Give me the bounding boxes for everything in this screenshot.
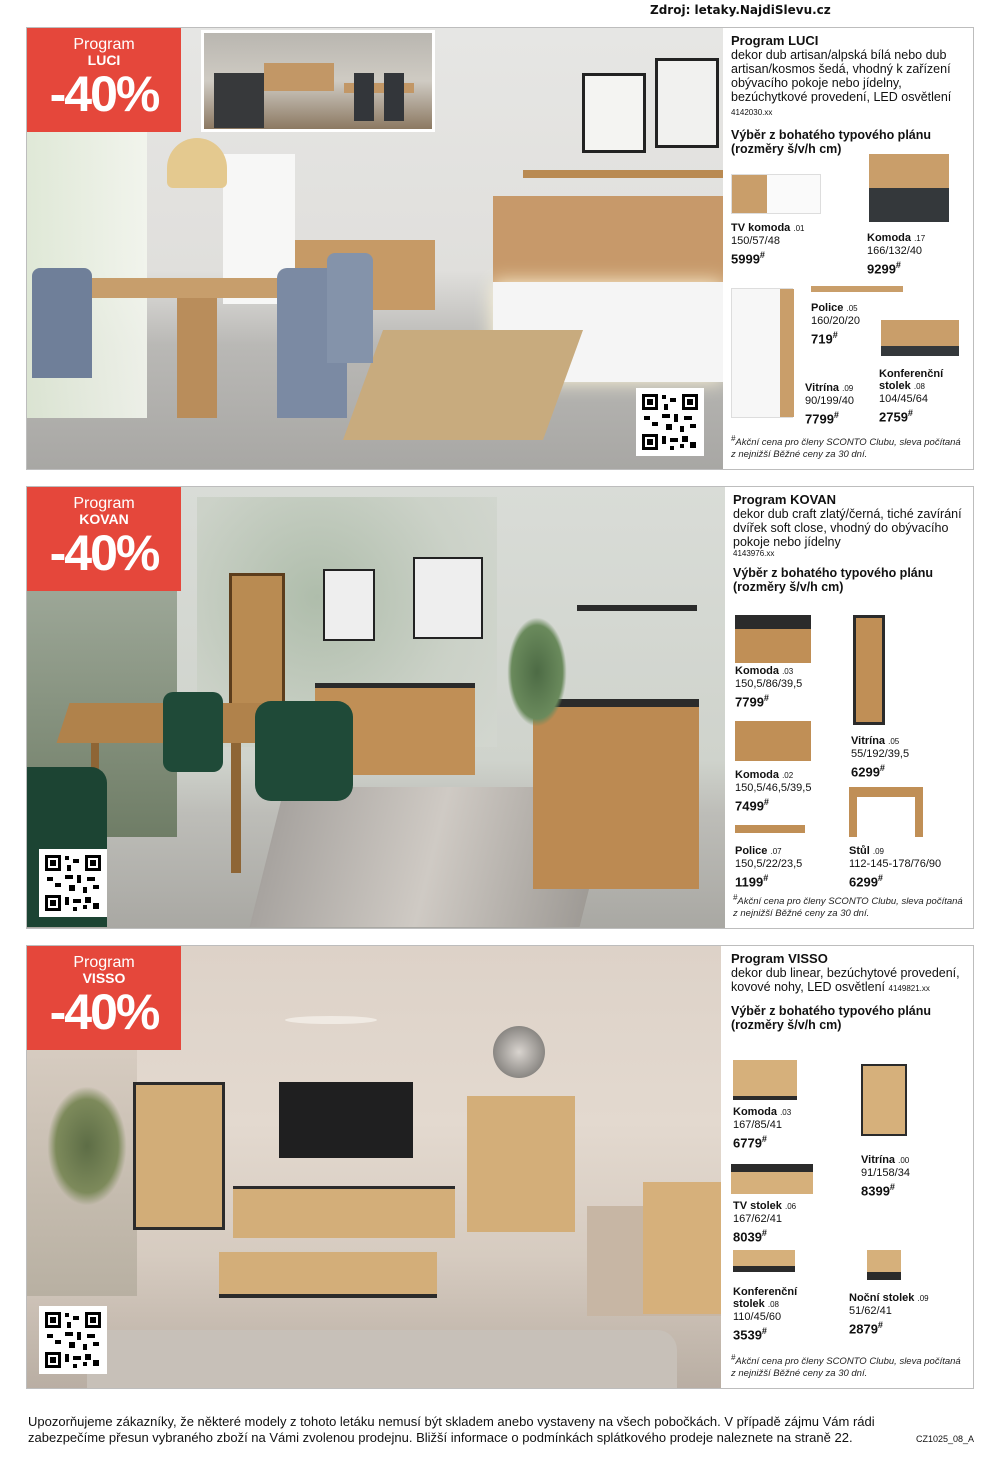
qr-code[interactable] [39,849,107,917]
item-konferencni-stolek[interactable]: Konferenční stolek .08 104/45/64 2759# [879,368,944,425]
nocni-stolek-image [867,1250,901,1280]
program-code: 4142030.xx [731,108,773,117]
program-title: Program LUCI [731,33,819,48]
item-komoda-02[interactable]: Komoda .02 150,5/46,5/39,5 7499# [735,769,812,814]
qr-code[interactable] [39,1306,107,1374]
police-image [811,286,903,292]
program-description: dekor dub craft zlatý/černá, tiché zavírání dvířek soft close, vhodný do obývacího pokoje nebo jídelny [733,507,962,549]
program-code: 4143976.xx [733,549,775,558]
item-komoda[interactable]: Komoda .03 167/85/41 6779# [733,1106,792,1151]
komoda-03-image [735,615,811,663]
club-price-note: #Akční cena pro členy SCONTO Clubu, sleva počítaná z nejnižší Běžné ceny za 30 dní. [733,892,963,919]
page-code: CZ1025_08_A [915,1434,974,1444]
discount-badge: Program VISSO -40% [27,946,181,1050]
plan-subtitle: Výběr z bohatého typového plánu (rozměry š/v/h cm) [733,566,934,594]
program-description: dekor dub linear, bezúchytové provedení, kovové nohy, LED osvětlení [731,966,960,994]
program-title: Program VISSO [731,951,828,966]
item-konferencni-stolek[interactable]: Konferenční stolek .08 110/45/60 3539# [733,1286,798,1343]
komoda-02-image [735,721,811,761]
program-title: Program KOVAN [733,492,837,507]
item-tv-stolek[interactable]: TV stolek .06 167/62/41 8039# [733,1200,797,1245]
program-code: 4149821.xx [888,984,930,993]
vitrina-image [861,1064,907,1136]
luci-info-panel [721,28,973,469]
item-vitrina[interactable]: Vitrína .00 91/158/34 8399# [861,1154,910,1199]
item-police[interactable]: Police .07 150,5/22/23,5 1199# [735,845,803,890]
club-price-note: #Akční cena pro členy SCONTO Clubu, sleva počítaná z nejnižší Běžné ceny za 30 dní. [731,433,961,460]
item-tv-komoda[interactable]: TV komoda .01 150/57/48 5999# [731,222,805,267]
plan-subtitle: Výběr z bohatého typového plánu (rozměry š/v/h cm) [731,128,932,156]
item-vitrina[interactable]: Vitrína .09 90/199/40 7799# [805,382,854,427]
item-police[interactable]: Police .05 160/20/20 719# [811,302,860,347]
plan-subtitle: Výběr z bohatého typového plánu (rozměry š/v/h cm) [731,1004,932,1032]
vitrina-image [731,288,793,418]
kovan-info-panel [723,487,973,928]
komoda-image [869,154,949,222]
club-price-note: #Akční cena pro členy SCONTO Clubu, sleva počítaná z nejnižší Běžné ceny za 30 dní. [731,1352,961,1379]
section-visso [26,945,974,1389]
footer-disclaimer: Upozorňujeme zákazníky, že některé modely z tohoto letáku nemusí být skladem anebo vystaveny na všech pobočkách. V případě zájmu Vám rádi zabezpečíme přesun vybraného zboží na Vámi zvolenou prodejnu. Bližší informace o podmínkách splátkového prodeje naleznete na straně 22. [28,1414,875,1445]
stul-image [849,787,923,837]
tv-stolek-image [731,1164,813,1194]
discount-badge: Program LUCI -40% [27,28,181,132]
section-luci [26,27,974,470]
section-kovan [26,486,974,929]
tv-komoda-image [731,174,821,214]
konferencni-stolek-image [881,320,959,356]
item-nocni-stolek[interactable]: Noční stolek .09 51/62/41 2879# [849,1292,929,1337]
item-vitrina[interactable]: Vitrína .05 55/192/39,5 6299# [851,735,910,780]
item-komoda-03[interactable]: Komoda .03 150,5/86/39,5 7799# [735,665,803,710]
discount-badge: Program KOVAN -40% [27,487,181,591]
konferencni-stolek-image [733,1250,795,1272]
qr-code[interactable] [636,388,704,456]
visso-info-panel [721,946,973,1388]
item-komoda[interactable]: Komoda .17 166/132/40 9299# [867,232,926,277]
luci-inset-photo [201,30,435,132]
source-label: Zdroj: letaky.NajdiSlevu.cz [650,3,831,17]
police-image [735,825,805,833]
program-description: dekor dub artisan/alpská bílá nebo dub artisan/kosmos šedá, vhodný k zařízení obývacího pokoje nebo jídelny, bezúchytkové provedení, LED osvětlení [731,48,952,104]
item-stul[interactable]: Stůl .09 112-145-178/76/90 6299# [849,845,942,890]
vitrina-image [853,615,885,725]
komoda-image [733,1060,797,1100]
